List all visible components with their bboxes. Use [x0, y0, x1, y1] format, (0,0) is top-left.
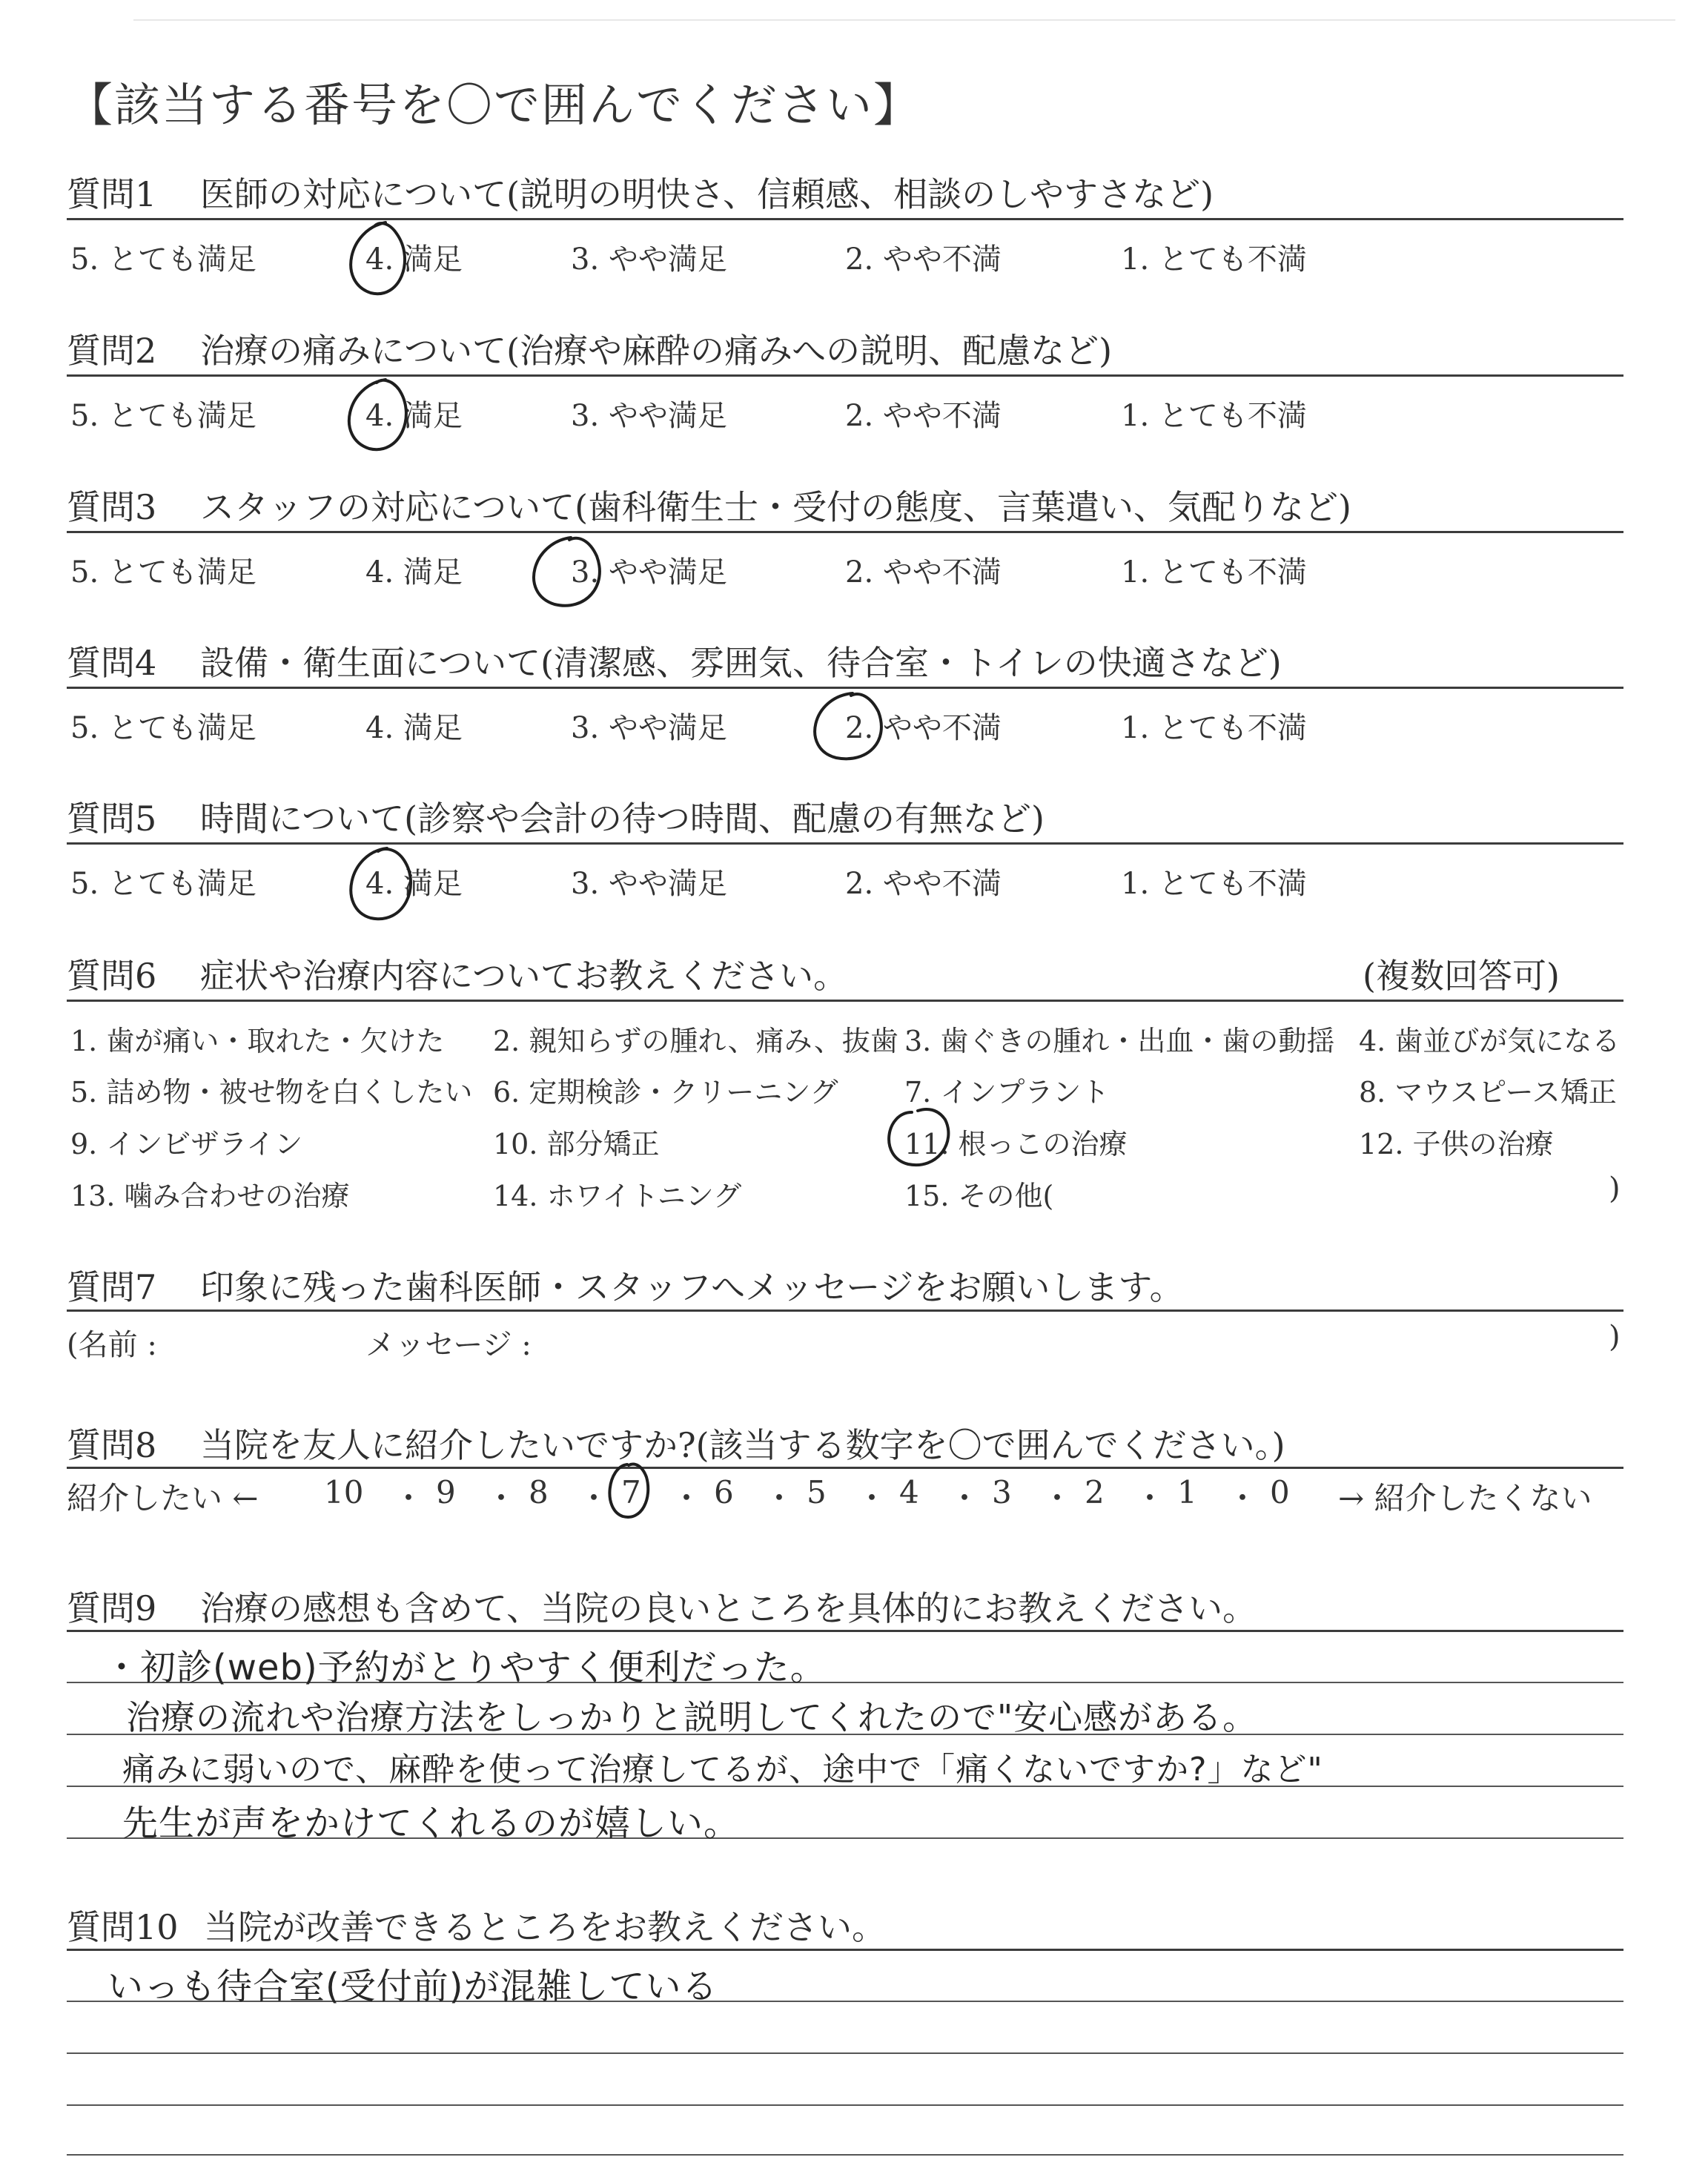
divider [67, 687, 1623, 689]
name-label: (名前 : [67, 1328, 157, 1362]
answer-line [67, 2104, 1623, 2106]
question-text: 時間について(診察や会計の待つ時間、配慮の有無など) [200, 799, 1045, 839]
question-number: 質問2 [67, 331, 157, 371]
q6-option-4[interactable]: 4. 歯並びが気になる [1359, 1025, 1621, 1057]
question-number: 質問7 [67, 1267, 157, 1307]
question-number: 質問5 [67, 799, 157, 839]
q10-answer-line-1: いっも待合室(受付前)が混雑している [107, 1966, 718, 2007]
other-close-paren: ) [1609, 1172, 1621, 1206]
divider [67, 842, 1623, 845]
question-text: 印象に残った歯科医師・スタッフへメッセージをお願いします。 [200, 1267, 1184, 1307]
q4-option-2[interactable]: 2. やや不満 [845, 711, 1002, 745]
q6-option-1[interactable]: 1. 歯が痛い・取れた・欠けた [70, 1025, 445, 1057]
q6-option-10[interactable]: 10. 部分矯正 [493, 1128, 660, 1160]
question-6-title [67, 949, 847, 998]
divider [67, 218, 1623, 220]
q3-option-4[interactable]: 4. 満足 [365, 555, 463, 589]
q6-option-3[interactable]: 3. 歯ぐきの腫れ・出血・歯の動揺 [904, 1025, 1335, 1057]
answer-line [67, 2052, 1623, 2054]
scale-value-0[interactable]: 0 [1270, 1474, 1290, 1510]
question-1-title [67, 168, 1214, 217]
question-number: 質問9 [67, 1588, 157, 1628]
q2-option-4[interactable]: 4. 満足 [365, 399, 463, 433]
question-9-title [67, 1582, 1257, 1631]
question-number: 質問10 [67, 1907, 179, 1947]
scale-value-2[interactable]: 2 [1085, 1474, 1105, 1510]
q3-option-2[interactable]: 2. やや不満 [845, 555, 1002, 589]
scale-value-5[interactable]: 5 [807, 1474, 827, 1510]
scale-value-9[interactable]: 9 [436, 1474, 456, 1510]
scale-sep: ・ [393, 1480, 425, 1516]
scale-value-6[interactable]: 6 [714, 1474, 734, 1510]
message-label: メッセージ : [365, 1328, 532, 1362]
question-3-title [67, 480, 1351, 529]
q9-answer-line-3: 痛みに弱いので、麻酔を使って治療してるが、途中で「痛くないですか?」など" [122, 1751, 1323, 1789]
q1-option-1[interactable]: 1. とても不満 [1121, 242, 1307, 277]
recommend-label: 紹介したい ← [67, 1480, 259, 1516]
scale-sep: ・ [856, 1480, 888, 1516]
q6-option-5[interactable]: 5. 詰め物・被せ物を白くしたい [70, 1076, 473, 1109]
q4-option-4[interactable]: 4. 満足 [365, 711, 463, 745]
question-8-title [67, 1418, 1285, 1467]
q1-option-2[interactable]: 2. やや不満 [845, 242, 1002, 277]
scale-sep: ・ [578, 1480, 610, 1516]
scale-value-7[interactable]: 7 [621, 1474, 641, 1510]
q4-option-1[interactable]: 1. とても不満 [1121, 711, 1307, 745]
question-number: 質問1 [67, 174, 157, 214]
question-text: 治療の感想も含めて、当院の良いところを具体的にお教えください。 [200, 1588, 1257, 1628]
q6-option-11[interactable]: 11. 根っこの治療 [904, 1128, 1128, 1160]
scale-sep: ・ [949, 1480, 981, 1516]
q9-answer-line-2: 治療の流れや治療方法をしっかりと説明してくれたので"安心感がある。 [126, 1697, 1258, 1737]
question-text: 設備・衛生面について(清潔感、雰囲気、待合室・トイレの快適さなど) [200, 643, 1282, 683]
scale-value-10[interactable]: 10 [324, 1474, 364, 1510]
page-heading: 【該当する番号を〇で囲んでください】 [67, 78, 921, 132]
q6-option-9[interactable]: 9. インビザライン [70, 1128, 303, 1160]
divider [67, 1630, 1623, 1632]
question-7-title [67, 1261, 1184, 1309]
answer-line [67, 2154, 1623, 2156]
not-recommend-label: → 紹介したくない [1338, 1480, 1592, 1516]
message-close-paren: ) [1609, 1320, 1621, 1354]
q5-option-3[interactable]: 3. やや満足 [571, 867, 727, 901]
question-text: スタッフの対応について(歯科衛生士・受付の態度、言葉遣い、気配りなど) [200, 487, 1351, 527]
paper-edge [133, 19, 1675, 21]
q6-option-6[interactable]: 6. 定期検診・クリーニング [493, 1076, 838, 1109]
q9-answer-line-4: 先生が声をかけてくれるのが嬉しい。 [122, 1803, 741, 1844]
question-number: 質問4 [67, 643, 157, 683]
question-text: 当院が改善できるところをお教えください。 [204, 1907, 886, 1947]
multiple-answers-note: (複数回答可) [1363, 956, 1560, 996]
divider [67, 1000, 1623, 1002]
question-number: 質問3 [67, 487, 157, 527]
scale-sep: ・ [486, 1480, 517, 1516]
q3-option-5[interactable]: 5. とても満足 [70, 555, 256, 589]
question-2-title [67, 324, 1112, 373]
q1-option-5[interactable]: 5. とても満足 [70, 242, 256, 277]
q1-option-4[interactable]: 4. 満足 [365, 242, 463, 277]
scale-value-4[interactable]: 4 [899, 1474, 919, 1510]
divider [67, 1467, 1623, 1469]
question-number: 質問8 [67, 1425, 157, 1465]
q9-answer-line-1: ・初診(web)予約がとりやすく便利だった。 [104, 1647, 827, 1688]
divider [67, 1309, 1623, 1312]
question-5-title [67, 792, 1045, 841]
q6-option-14[interactable]: 14. ホワイトニング [493, 1180, 742, 1212]
q2-option-2[interactable]: 2. やや不満 [845, 399, 1002, 433]
divider [67, 374, 1623, 377]
scale-sep: ・ [764, 1480, 795, 1516]
question-text: 医師の対応について(説明の明快さ、信頼感、相談のしやすさなど) [200, 174, 1214, 214]
scale-sep: ・ [1227, 1480, 1259, 1516]
scale-value-3[interactable]: 3 [992, 1474, 1012, 1510]
q4-option-3[interactable]: 3. やや満足 [571, 711, 727, 745]
question-10-title [67, 1900, 886, 1949]
q6-option-8[interactable]: 8. マウスピース矯正 [1359, 1076, 1617, 1109]
q5-option-1[interactable]: 1. とても不満 [1121, 867, 1307, 901]
q3-option-3[interactable]: 3. やや満足 [571, 555, 727, 589]
q5-option-2[interactable]: 2. やや不満 [845, 867, 1002, 901]
divider [67, 531, 1623, 533]
q4-option-5[interactable]: 5. とても満足 [70, 711, 256, 745]
q2-option-3[interactable]: 3. やや満足 [571, 399, 727, 433]
question-4-title [67, 636, 1282, 685]
q6-option-2[interactable]: 2. 親知らずの腫れ、痛み、抜歯 [493, 1025, 898, 1057]
q6-option-7[interactable]: 7. インプラント [904, 1076, 1110, 1109]
q6-option-15[interactable]: 15. その他( [904, 1180, 1054, 1212]
question-text: 治療の痛みについて(治療や麻酔の痛みへの説明、配慮など) [200, 331, 1113, 371]
scale-value-8[interactable]: 8 [529, 1474, 549, 1510]
scale-sep: ・ [671, 1480, 703, 1516]
question-number: 質問6 [67, 956, 157, 996]
question-text: 当院を友人に紹介したいですか?(該当する数字を〇で囲んでください。) [200, 1425, 1285, 1465]
scale-value-1[interactable]: 1 [1177, 1474, 1197, 1510]
q6-option-12[interactable]: 12. 子供の治療 [1359, 1128, 1554, 1160]
q3-option-1[interactable]: 1. とても不満 [1121, 555, 1307, 589]
q5-option-5[interactable]: 5. とても満足 [70, 867, 256, 901]
question-text: 症状や治療内容についてお教えください。 [200, 956, 848, 996]
q1-option-3[interactable]: 3. やや満足 [571, 242, 727, 277]
q5-option-4[interactable]: 4. 満足 [365, 867, 463, 901]
scale-sep: ・ [1134, 1480, 1166, 1516]
divider [67, 1949, 1623, 1951]
q6-option-13[interactable]: 13. 噛み合わせの治療 [70, 1180, 350, 1212]
q2-option-1[interactable]: 1. とても不満 [1121, 399, 1307, 433]
q2-option-5[interactable]: 5. とても満足 [70, 399, 256, 433]
scale-sep: ・ [1042, 1480, 1073, 1516]
